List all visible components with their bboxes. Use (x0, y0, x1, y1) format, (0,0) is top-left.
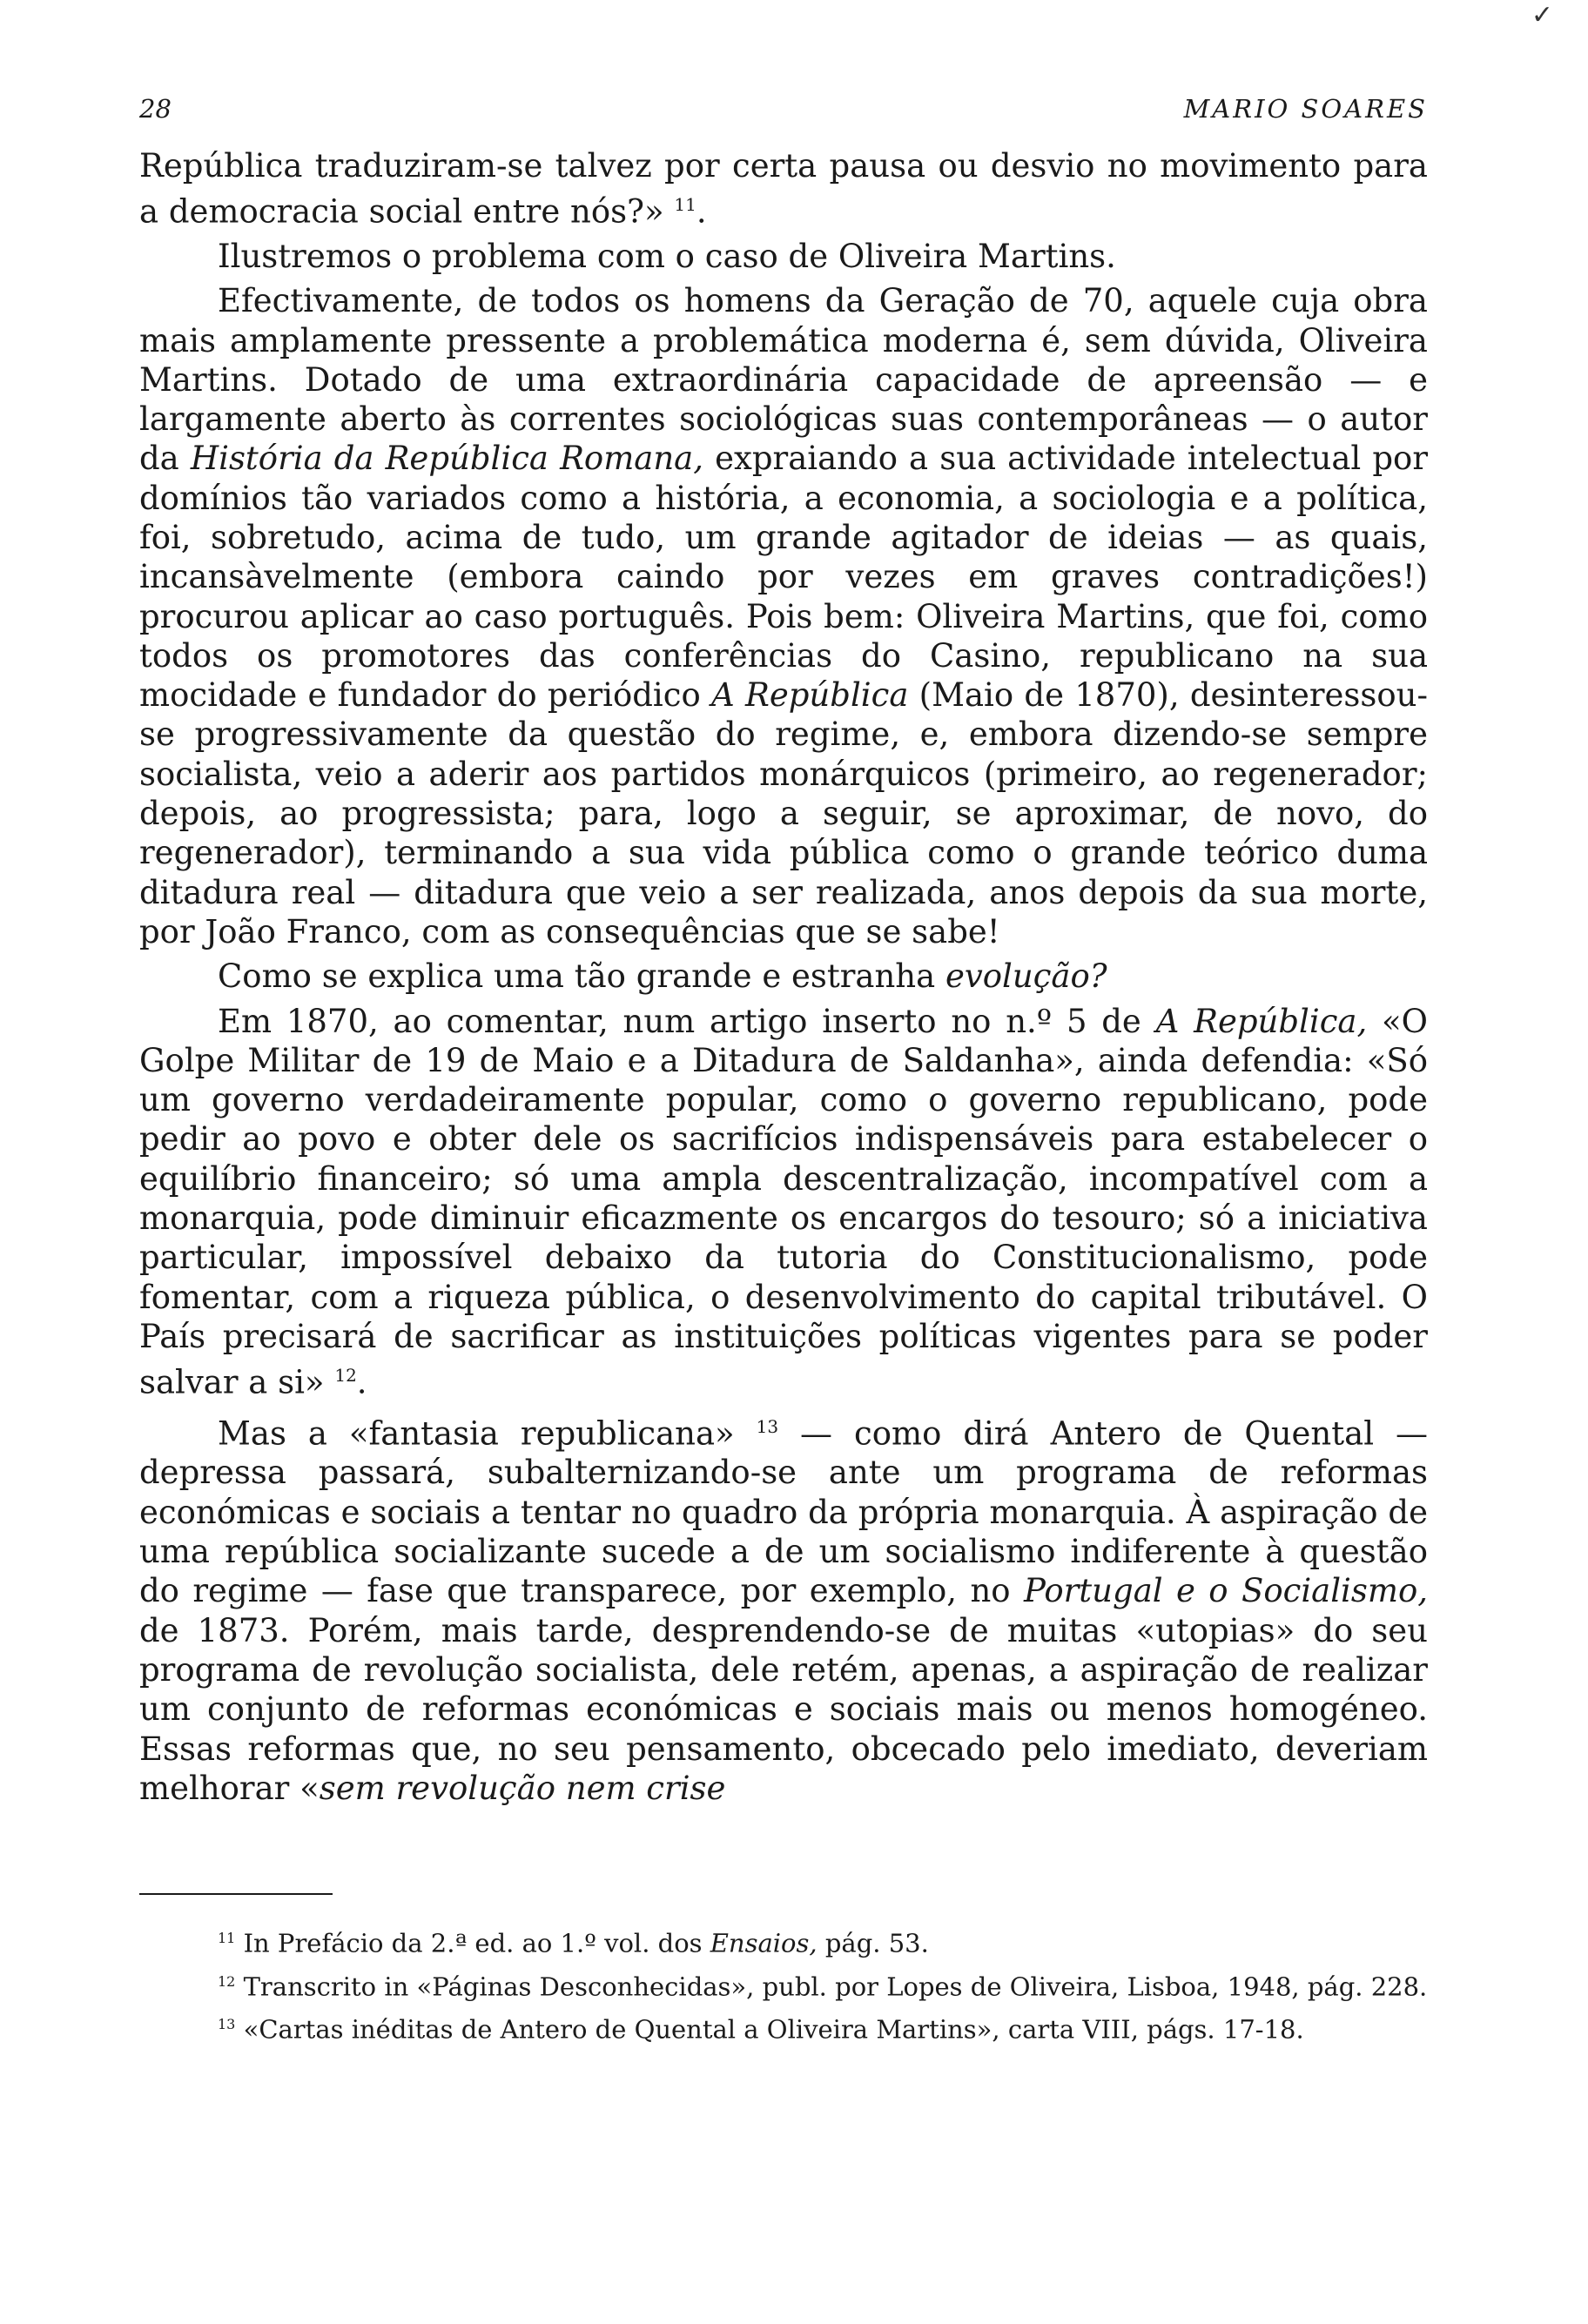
text-run: «O Golpe Militar de 19 de Maio e a Ditadura de Saldanha», ainda defendia: «Só um governo verdadeiramente popular, como o governo republicano, pode pedir ao povo e obter dele os sacrifícios indispensáveis para estabelecer o equilíbrio financeiro; só uma ampla descentralização, incompatível com a monarquia, pode diminuir eficazmente os encargos do tesouro; só a iniciativa particular, impossível debaixo da tutoria do Constitucionalismo, pode fomentar, com a riqueza pública, o desenvolvimento do capital tributável. O País precisará de sacrificar as instituições políticas vigentes para se poder salvar a si» (139, 1002, 1428, 1401)
footnote (139, 1963, 1428, 2006)
text-run: pág. 53. (817, 1928, 929, 1958)
text-run: «Cartas inéditas de Antero de Quental a Oliveira Martins», carta VIII, págs. 17-18. (235, 2015, 1304, 2045)
text-run: . (696, 192, 707, 231)
italic-text: sem revolução nem crise (319, 1769, 726, 1807)
body-text (139, 146, 1428, 1808)
page-header (139, 94, 1428, 146)
italic-text: História da República Romana, (190, 440, 703, 478)
paragraph (139, 281, 1428, 951)
footnote-ref: 11 (674, 194, 696, 216)
footnote-ref: 12 (218, 1972, 236, 1990)
footnotes (139, 1919, 1428, 2049)
text-run: expraiando a sua actividade intelectual por domínios tão variados como a história, a economia, a sociologia e a política, foi, sobretudo, acima de tudo, um grande agitador de ideias — as quais, incansàvelmente (embora caindo por vezes em graves contradições!) procurou aplicar ao caso português. Pois bem: Oliveira Martins, que foi, como todos os promotores das conferências do Casino, republicano na sua mocidade e fundador do periódico (139, 440, 1429, 715)
paragraph (139, 237, 1428, 276)
footnote-rule (139, 1893, 333, 1895)
paragraph (139, 957, 1428, 996)
text-run: — como dirá Antero de Quental — depressa passará, subalternizando-se ante um programa de reformas económicas e sociais a tentar no quadro da própria monarquia. À aspiração de uma república socializante sucede a de um socialismo indiferente à questão do regime — fase que transparece, por exemplo, no (139, 1414, 1428, 1610)
footnote-ref: 11 (218, 1930, 236, 1947)
footnote-ref: 13 (756, 1415, 779, 1437)
page-number: 28 (139, 94, 172, 124)
italic-text: evolução? (945, 957, 1107, 996)
text-run: (Maio de 1870), desinteressou-se progressivamente da questão do regime, e, embora dizendo-se sempre socialista, veio a aderir aos partidos monárquicos (primeiro, ao regenerador; depois, ao progressista; para, logo a seguir, se aproximar, de novo, do regenerador), terminando a sua vida pública como o grande teórico duma ditadura real — ditadura que veio a ser realizada, anos depois da sua morte, por João Franco, com as consequências que se sabe! (139, 676, 1429, 950)
book-page (139, 94, 1428, 2049)
text-run: Ilustremos o problema com o caso de Oliveira Martins. (218, 237, 1116, 275)
italic-text: Portugal e o Socialismo, (1023, 1572, 1428, 1610)
text-run: República traduziram-se talvez por certa pausa ou desvio no movimento para a democracia social entre nós?» (139, 147, 1428, 231)
footnote-ref: 12 (334, 1365, 357, 1387)
text-run: de 1873. Porém, mais tarde, desprendendo-se de muitas «utopias» do seu programa de revolução socialista, dele retém, apenas, a aspiração de realizar um conjunto de reformas económicas e sociais mais ou menos homogéneo. Essas reformas que, no seu pensamento, obcecado pelo imediato, deveriam melhorar « (139, 1611, 1428, 1807)
italic-text: A República (711, 676, 909, 715)
footnote-ref: 13 (218, 2016, 236, 2033)
footnote (139, 1919, 1428, 1963)
text-run: Como se explica uma tão grande e estranha (218, 957, 945, 996)
text-run: Mas a «fantasia republicana» (218, 1414, 757, 1453)
text-run: Transcrito in «Páginas Desconhecidas», publ. por Lopes de Oliveira, Lisboa, 1948, pág. 228. (235, 1971, 1428, 2002)
paragraph (139, 146, 1428, 232)
text-run: Em 1870, ao comentar, num artigo inserto no n.º 5 de (218, 1002, 1156, 1040)
paragraph (139, 1002, 1428, 1402)
text-run: In Prefácio da 2.ª ed. ao 1.º vol. dos (235, 1928, 710, 1958)
footnote (139, 2005, 1428, 2049)
running-head: MARIO SOARES (1183, 94, 1428, 124)
handwritten-check-mark: ✓ (1531, 0, 1553, 30)
text-run: Efectivamente, de todos os homens da Geração de 70, aquele cuja obra mais amplamente pressente a problemática moderna é, sem dúvida, Oliveira Martins. Dotado de uma extraordinária capacidade de apreensão — e largamente aberto às correntes sociológicas suas contemporâneas — o autor da (139, 282, 1428, 478)
text-run: . (356, 1363, 367, 1401)
paragraph (139, 1407, 1428, 1808)
italic-text: A República, (1155, 1002, 1368, 1040)
italic-text: Ensaios, (710, 1928, 818, 1958)
